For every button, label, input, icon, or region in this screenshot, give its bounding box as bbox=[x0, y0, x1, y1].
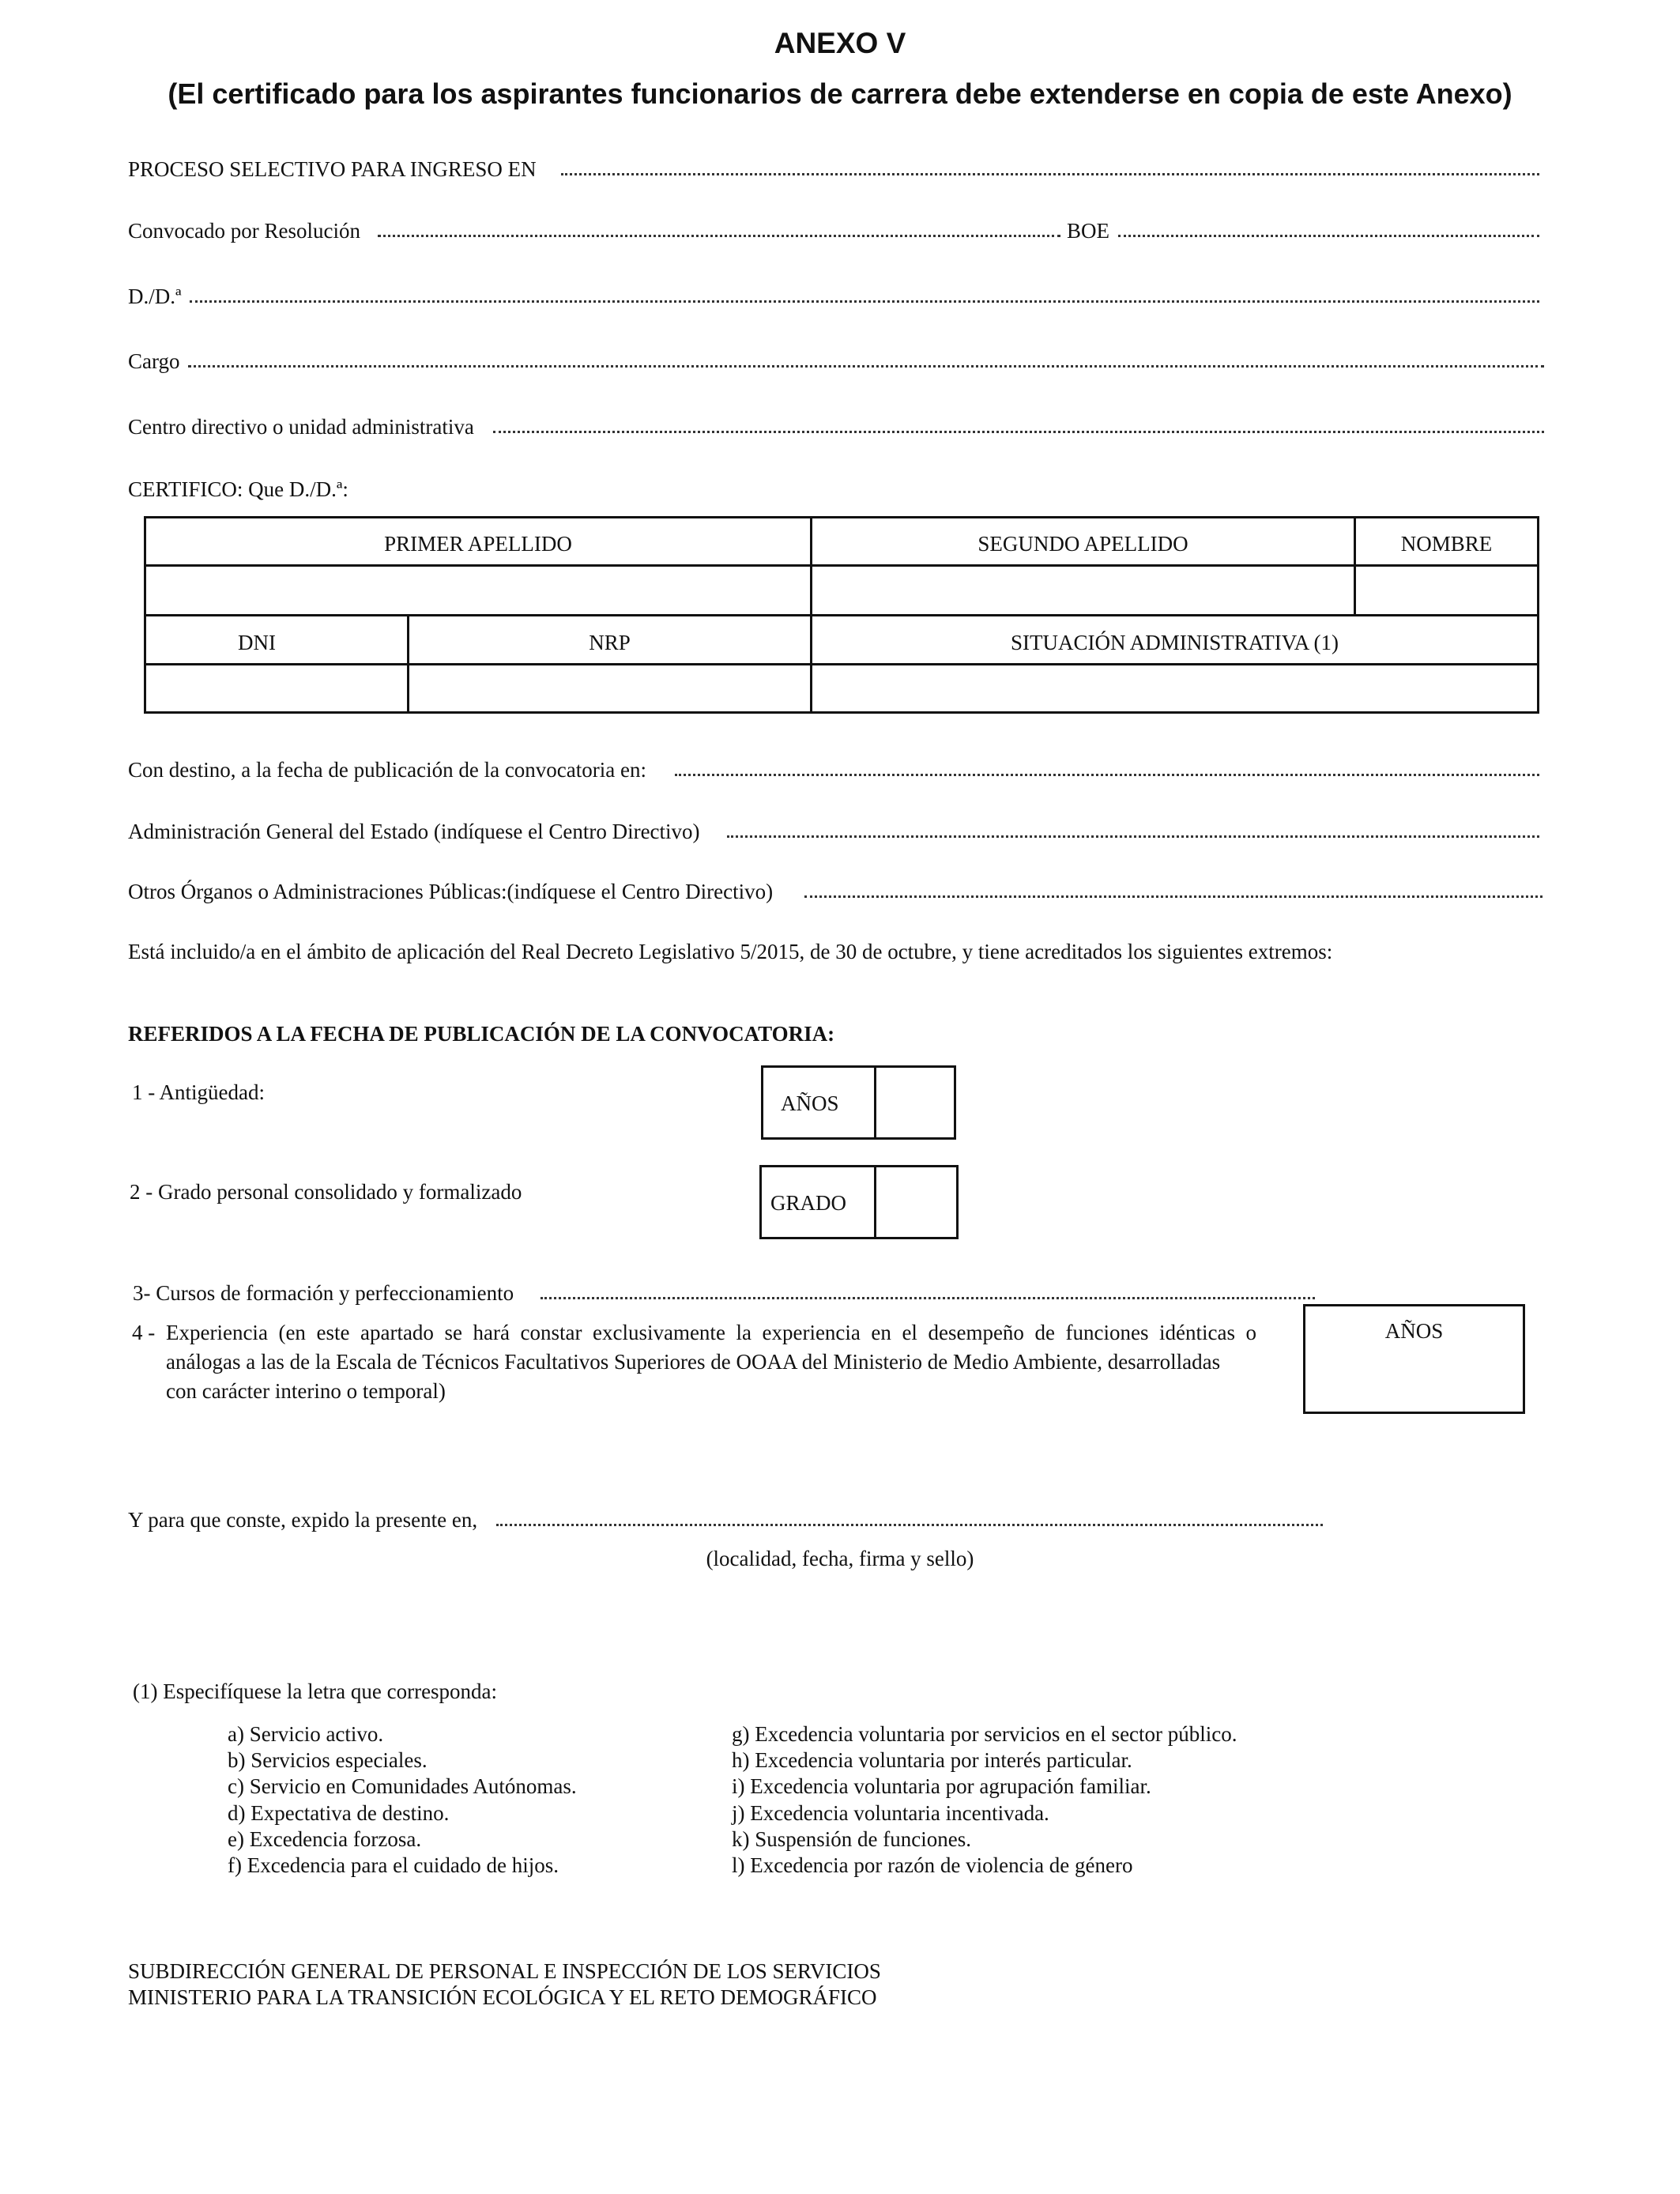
footnote-item: d) Expectativa de destino. bbox=[228, 1800, 450, 1825]
footnote-item: b) Servicios especiales. bbox=[228, 1748, 428, 1773]
footer-line-2: MINISTERIO PARA LA TRANSICIÓN ECOLÓGICA Y EL RETO DEMOGRÁFICO bbox=[128, 1985, 877, 2009]
cargo-input-line[interactable] bbox=[188, 365, 1544, 368]
page-subtitle: (El certificado para los aspirantes funcionarios de carrera debe extenderse en copia de este Anexo) bbox=[168, 77, 1512, 110]
proceso-input-line[interactable] bbox=[561, 173, 1539, 175]
otros-input-line[interactable] bbox=[804, 895, 1543, 898]
dni-header: DNI bbox=[238, 631, 276, 654]
certifico-label: CERTIFICO: Que D./D.ª: bbox=[128, 477, 348, 501]
page-title: ANEXO V bbox=[774, 27, 906, 59]
primer-apellido-header: PRIMER APELLIDO bbox=[384, 532, 572, 556]
centro-input-line[interactable] bbox=[493, 431, 1544, 433]
con-destino-input-line[interactable] bbox=[675, 774, 1539, 776]
grado-value-cell[interactable] bbox=[876, 1167, 956, 1237]
conste-input-line[interactable] bbox=[496, 1524, 1323, 1526]
boe-input-line[interactable] bbox=[1118, 235, 1539, 237]
segundo-apellido-cell[interactable] bbox=[812, 567, 1354, 614]
footnote-right-list bbox=[732, 1721, 1237, 1879]
experiencia-line-3: con carácter interino o temporal) bbox=[166, 1379, 446, 1403]
boe-label: BOE bbox=[1067, 219, 1109, 243]
experiencia-line-1: Experiencia (en este apartado se hará constar exclusivamente la experiencia en el desempeño de funciones idénticas o bbox=[166, 1321, 1256, 1344]
proceso-label: PROCESO SELECTIVO PARA INGRESO EN bbox=[128, 157, 537, 181]
situacion-header: SITUACIÓN ADMINISTRATIVA (1) bbox=[1010, 631, 1339, 654]
grado-label: GRADO bbox=[770, 1191, 847, 1215]
footnote-item: i) Excedencia voluntaria por agrupación familiar. bbox=[732, 1774, 1151, 1799]
experiencia-text bbox=[166, 1318, 1256, 1406]
convocado-input-line[interactable] bbox=[378, 235, 1060, 237]
antiguedad-label: 1 - Antigüedad: bbox=[132, 1080, 265, 1104]
dni-cell[interactable] bbox=[146, 665, 407, 711]
dd-label: D./D.ª bbox=[128, 285, 182, 308]
footnote-intro: (1) Especifíquese la letra que corresponda: bbox=[133, 1679, 498, 1703]
anos-label: AÑOS bbox=[781, 1091, 839, 1115]
cursos-label: 3- Cursos de formación y perfeccionamiento bbox=[133, 1281, 514, 1305]
conste-label: Y para que conste, expido la presente en, bbox=[128, 1508, 478, 1532]
primer-apellido-cell[interactable] bbox=[146, 567, 810, 614]
referidos-heading: REFERIDOS A LA FECHA DE PUBLICACIÓN DE LA CONVOCATORIA: bbox=[128, 1022, 835, 1046]
experiencia-line-2: análogas a las de la Escala de Técnicos Facultativos Superiores de OOAA del Ministerio de Medio Ambiente, desarrolladas bbox=[166, 1350, 1221, 1374]
footnote-item: e) Excedencia forzosa. bbox=[228, 1826, 422, 1851]
nombre-header: NOMBRE bbox=[1400, 532, 1493, 556]
footnote-item: h) Excedencia voluntaria por interés particular. bbox=[732, 1748, 1132, 1773]
anos-value-cell[interactable] bbox=[876, 1068, 954, 1137]
incluido-text: Está incluido/a en el ámbito de aplicación del Real Decreto Legislativo 5/2015, de 30 de octubre, y tiene acreditados los siguientes extremos: bbox=[128, 940, 1333, 963]
con-destino-label: Con destino, a la fecha de publicación de la convocatoria en: bbox=[128, 758, 646, 782]
footnote-item: g) Excedencia voluntaria por servicios en el sector público. bbox=[732, 1722, 1237, 1746]
cargo-label: Cargo bbox=[128, 349, 180, 373]
centro-label: Centro directivo o unidad administrativa bbox=[128, 415, 474, 439]
nrp-header: NRP bbox=[589, 631, 631, 654]
age-label: Administración General del Estado (indíquese el Centro Directivo) bbox=[128, 820, 700, 843]
footer-line-1: SUBDIRECCIÓN GENERAL DE PERSONAL E INSPECCIÓN DE LOS SERVICIOS bbox=[128, 1959, 881, 1983]
experiencia-anos-label: AÑOS bbox=[1384, 1319, 1444, 1343]
segundo-apellido-header: SEGUNDO APELLIDO bbox=[977, 532, 1188, 556]
localidad-caption: (localidad, fecha, firma y sello) bbox=[706, 1547, 974, 1570]
cursos-input-line[interactable] bbox=[541, 1297, 1315, 1299]
footnote-item: a) Servicio activo. bbox=[228, 1722, 384, 1746]
convocado-label: Convocado por Resolución bbox=[128, 219, 360, 243]
otros-label: Otros Órganos o Administraciones Públicas:(indíquese el Centro Directivo) bbox=[128, 880, 774, 903]
nombre-cell[interactable] bbox=[1356, 567, 1537, 614]
footnote-item: k) Suspensión de funciones. bbox=[732, 1826, 971, 1851]
experiencia-number: 4 - bbox=[132, 1321, 156, 1344]
situacion-cell[interactable] bbox=[812, 665, 1537, 711]
footnote-item: c) Servicio en Comunidades Autónomas. bbox=[228, 1774, 577, 1799]
dd-input-line[interactable] bbox=[190, 300, 1539, 303]
grado-label-text: 2 - Grado personal consolidado y formalizado bbox=[130, 1180, 522, 1204]
age-input-line[interactable] bbox=[727, 835, 1539, 838]
footnote-left-list bbox=[228, 1721, 577, 1879]
nrp-cell[interactable] bbox=[409, 665, 810, 711]
footnote-item: j) Excedencia voluntaria incentivada. bbox=[732, 1800, 1049, 1825]
footnote-item: l) Excedencia por razón de violencia de género bbox=[732, 1853, 1133, 1878]
footer-block bbox=[128, 1958, 881, 2011]
footnote-item: f) Excedencia para el cuidado de hijos. bbox=[228, 1853, 559, 1878]
